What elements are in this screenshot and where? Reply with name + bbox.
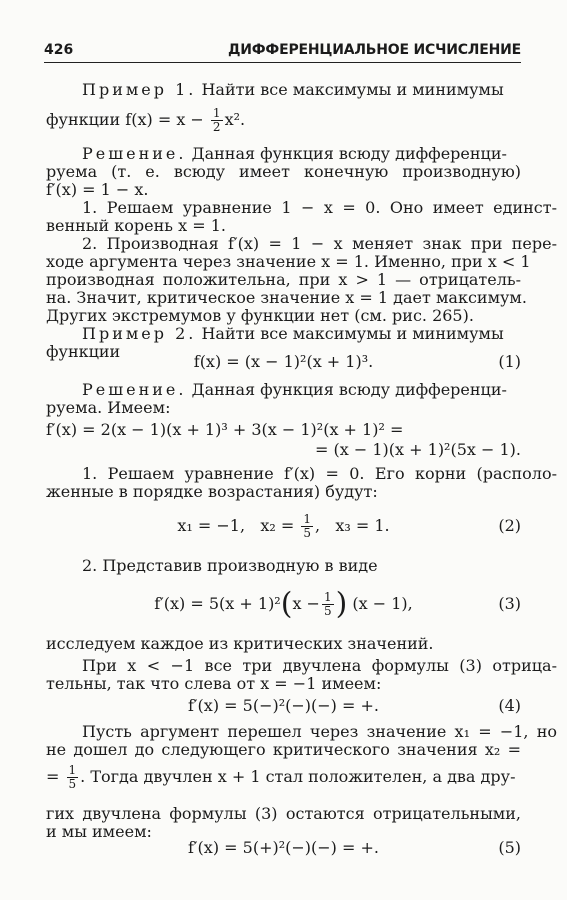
pass-line4: гих двучлена формулы (3) остаются отрицательными, — [46, 804, 521, 823]
solution2-line2: руема. Имеем: — [46, 398, 171, 417]
roots-formula-2: x₁ = −1, x₂ = $\frac{1}{5}$ , x₃ = 1. (2) — [177, 512, 521, 540]
investigate-line: исследуем каждое из критических значений. — [46, 634, 434, 653]
formula-3: f′(x) = 5(x + 1)²(x − $\frac{1}{5}$ ) (x − 1), (3) — [154, 586, 521, 622]
equation-number-3: (3) — [498, 594, 521, 613]
fraction: $\frac{1}{5}$ — [303, 512, 311, 540]
equation-number-1: (1) — [498, 352, 521, 371]
equation-number-4: (4) — [498, 696, 521, 715]
solution1-step2-line1: 2. Производная f′(x) = 1 − x меняет знак при пере- — [82, 234, 557, 253]
solution1-step2-line2: ходе аргумента через значение x = 1. Именно, при x < 1 — [46, 252, 531, 271]
running-title: ДИФФЕРЕНЦИАЛЬНОЕ ИСЧИСЛЕНИЕ — [227, 42, 521, 58]
solution1-step1-line1: 1. Решаем уравнение 1 − x = 0. Оно имеет единст- — [82, 198, 557, 217]
derivative-line1: f′(x) = 2(x − 1)(x + 1)³ + 3(x − 1)²(x + 1)² = — [46, 420, 404, 439]
page-number: 426 — [44, 42, 74, 58]
solution2-line1: Решение. Данная функция всюду дифференци- — [82, 380, 507, 399]
example1-task-line2: функции f(x) = x − $\frac{1}{2}$ x². — [46, 106, 246, 134]
example1-heading: Пример 1. — [82, 80, 197, 99]
formula-1: f(x) = (x − 1)²(x + 1)³. (1) — [193, 352, 521, 371]
solution2-step1-line1: 1. Решаем уравнение f′(x) = 0. Его корни (располо- — [82, 464, 557, 483]
example1-task-line1: Пример 1. Найти все максимумы и минимумы — [82, 80, 504, 99]
solution1-step2-line5: Других экстремумов у функции нет (см. рис. 265). — [46, 306, 474, 325]
solution1-step1-line2: венный корень x = 1. — [46, 216, 226, 235]
solution1-heading: Решение. — [82, 144, 187, 163]
solution2-step2-line1: 2. Представив производную в виде — [82, 556, 378, 575]
pass-line1: Пусть аргумент перешел через значение x₁ = −1, но — [82, 722, 557, 741]
equation-number-2: (2) — [498, 516, 521, 535]
solution2-step1-line2: женные в порядке возрастания) будут: — [46, 482, 378, 501]
example2-heading: Пример 2. — [82, 324, 197, 343]
example2-task-line2: функции — [46, 342, 121, 361]
pass-line3: = $\frac{1}{5}$ . Тогда двучлен x + 1 стал положителен, а два дру- — [46, 763, 516, 791]
solution1-step2-line4: на. Значит, критическое значение x = 1 дает максимум. — [46, 288, 527, 307]
fraction: $\frac{1}{2}$ — [212, 106, 221, 134]
solution2-heading: Решение. — [82, 380, 187, 399]
derivative-line2: = (x − 1)(x + 1)²(5x − 1). — [315, 440, 521, 459]
solution1-line3: f′(x) = 1 − x. — [46, 180, 149, 199]
left-line1: При x < −1 все три двучлена формулы (3) отрица- — [82, 656, 557, 675]
formula-4: f′(x) = 5(−)²(−)(−) = +. (4) — [188, 696, 521, 715]
solution1-step2-line3: производная положительна, при x > 1 — отрицатель- — [46, 270, 521, 289]
fraction: $\frac{1}{5}$ — [68, 763, 77, 791]
pass-line5: и мы имеем: — [46, 822, 152, 841]
solution1-line2: руема (т. е. всюду имеет конечную производную) — [46, 162, 521, 181]
equation-number-5: (5) — [498, 838, 521, 857]
fraction: $\frac{1}{5}$ — [323, 590, 332, 618]
example2-task-line1: Пример 2. Найти все максимумы и минимумы — [82, 324, 504, 343]
formula-5: f′(x) = 5(+)²(−)(−) = +. (5) — [188, 838, 521, 857]
pass-line2: не дошел до следующего критического значения x₂ = — [46, 740, 521, 759]
solution1-line1: Решение. Данная функция всюду дифференци- — [82, 144, 507, 163]
left-line2: тельны, так что слева от x = −1 имеем: — [46, 674, 382, 693]
page-header — [44, 40, 521, 63]
